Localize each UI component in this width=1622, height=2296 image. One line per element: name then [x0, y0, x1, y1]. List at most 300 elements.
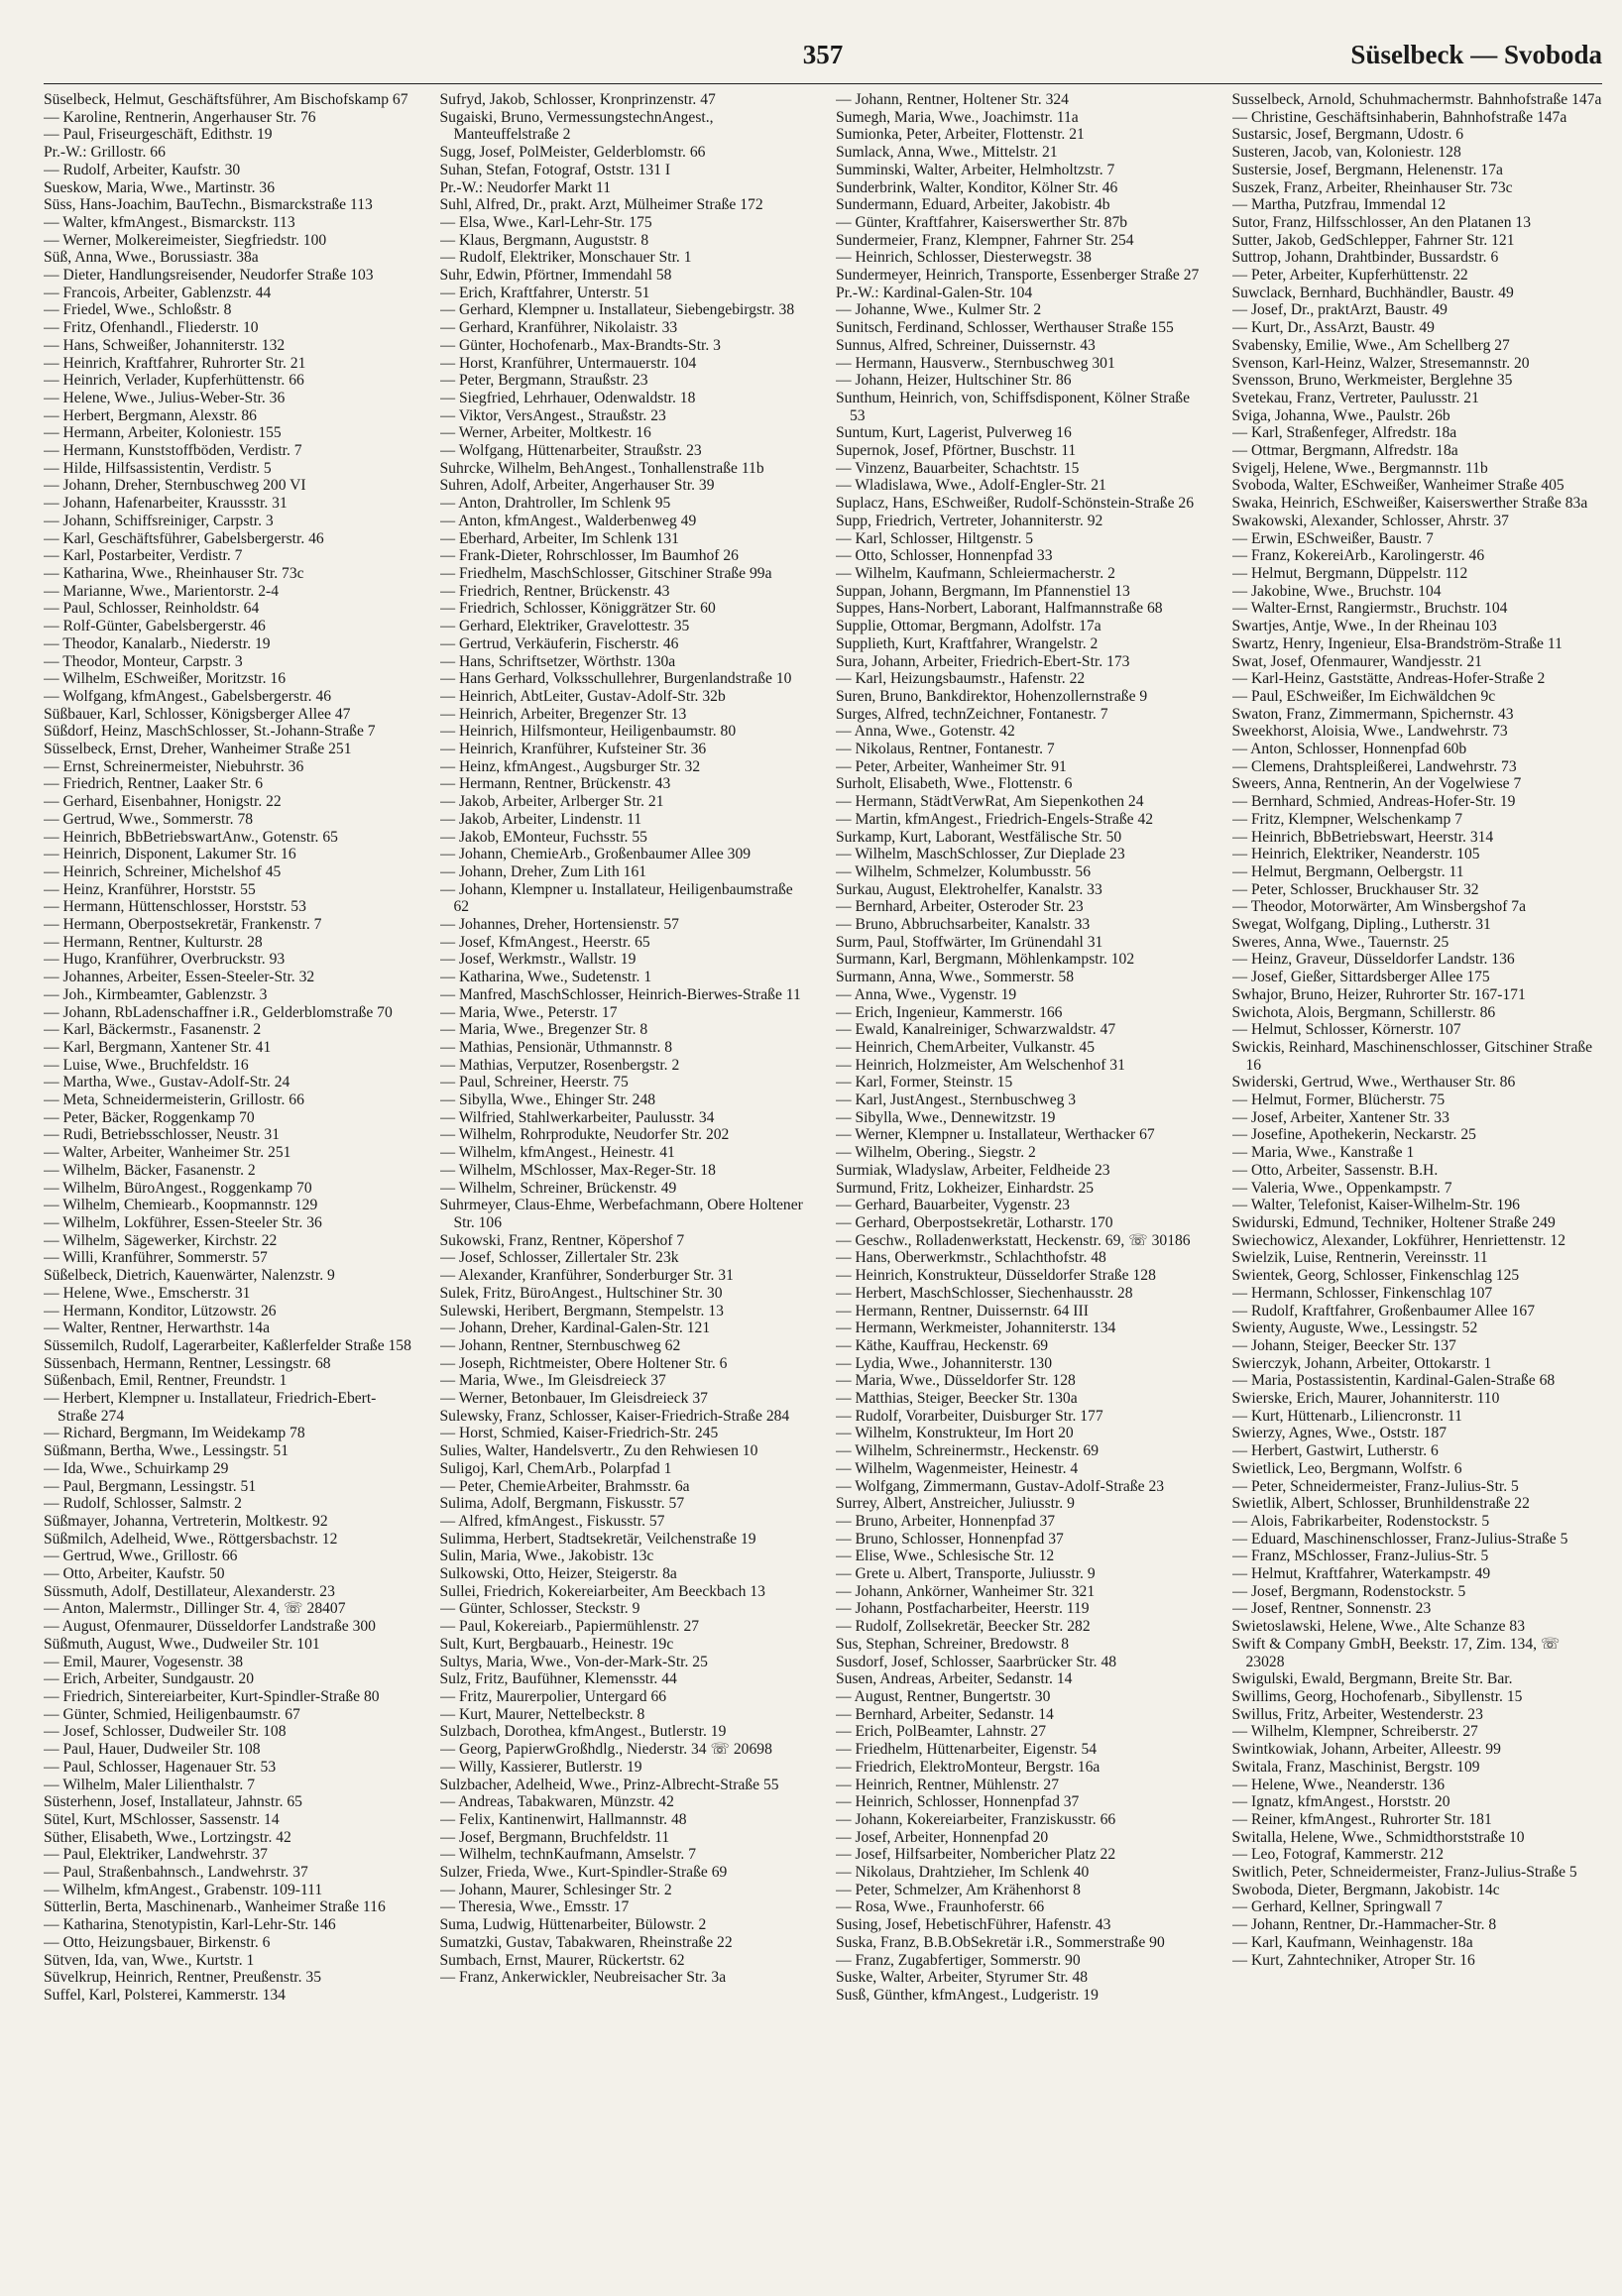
directory-entry: — Nikolaus, Rentner, Fontanestr. 7	[836, 741, 1055, 758]
directory-entry: — Wladislawa, Wwe., Adolf-Engler-Str. 21	[836, 477, 1106, 495]
directory-entry: Sweers, Anna, Rentnerin, An der Vogelwiese 7	[1231, 775, 1522, 793]
directory-entry: — Fritz, Maurerpolier, Untergard 66	[439, 1687, 667, 1705]
directory-entry: Swielzik, Luise, Rentnerin, Vereinsstr. 11	[1231, 1249, 1488, 1267]
directory-entry: — Karl, Schlosser, Hiltgenstr. 5	[836, 529, 1034, 547]
directory-entry: Svabensky, Emilie, Wwe., Am Schellberg 27	[1231, 336, 1510, 354]
directory-entry: — Heinz, kfmAngest., Augsburger Str. 32	[439, 757, 701, 775]
directory-entry: — Friedhelm, MaschSchlosser, Gitschiner Straße 99a	[439, 564, 772, 582]
directory-entry: — Josef, Arbeiter, Xantener Str. 33	[1231, 1108, 1449, 1126]
directory-entry: Suplacz, Hans, ESchweißer, Rudolf-Schönstein-Straße 26	[836, 495, 1194, 513]
directory-entry: — Hans, Schriftsetzer, Wörthstr. 130a	[439, 652, 676, 670]
directory-entry: — Johann, Klempner u. Installateur, Heiligenbaumstraße 62	[439, 880, 793, 916]
column-3	[836, 91, 1207, 2282]
directory-entry: — Paul, ESchweißer, Im Eichwäldchen 9c	[1231, 687, 1496, 705]
directory-entry: — Friedrich, Rentner, Brückenstr. 43	[439, 582, 670, 600]
directory-entry: — Luise, Wwe., Bruchfeldstr. 16	[44, 1056, 249, 1074]
directory-entry: — Heinrich, Disponent, Lakumer Str. 16	[44, 846, 296, 863]
directory-entry: Swickis, Reinhard, Maschinenschlosser, Gitschiner Straße 16	[1231, 1038, 1593, 1074]
directory-entry: — Werner, Klempner u. Installateur, Werthacker 67	[836, 1126, 1155, 1144]
directory-entry: — Wilhelm, Lokführer, Essen-Steeler Str. 36	[44, 1214, 322, 1231]
directory-entry: — Walter, Telefonist, Kaiser-Wilhelm-Str. 196	[1231, 1197, 1520, 1214]
directory-entry: Sulz, Fritz, Baufühner, Klemensstr. 44	[439, 1670, 677, 1688]
directory-entry: Surges, Alfred, technZeichner, Fontanestr. 7	[836, 705, 1108, 723]
directory-entry: — Wilhelm, Rohrprodukte, Neudorfer Str. 202	[439, 1126, 730, 1144]
directory-entry: Swichota, Alois, Bergmann, Schillerstr. 86	[1231, 1003, 1496, 1021]
directory-entry: — Siegfried, Lehrhauer, Odenwaldstr. 18	[439, 389, 696, 406]
directory-entry: Süssenbach, Hermann, Rentner, Lessingstr. 68	[44, 1354, 331, 1372]
directory-entry: Süvelkrup, Heinrich, Rentner, Preußenstr. 35	[44, 1969, 322, 1987]
directory-entry: — Karl, Bergmann, Xantener Str. 41	[44, 1038, 272, 1056]
directory-entry: Supplieth, Kurt, Kraftfahrer, Wrangelstr. 2	[836, 634, 1099, 652]
directory-entry: Süßelbeck, Dietrich, Kauenwärter, Nalenzstr. 9	[44, 1267, 335, 1285]
directory-entry: Sullei, Friedrich, Kokereiarbeiter, Am Beeckbach 13	[439, 1582, 765, 1600]
directory-entry: — Gerhard, Bauarbeiter, Vygenstr. 23	[836, 1197, 1070, 1214]
directory-entry: Süselbeck, Helmut, Geschäftsführer, Am Bischofskamp 67	[44, 91, 408, 108]
directory-entry: — Bernhard, Arbeiter, Sedanstr. 14	[836, 1705, 1054, 1723]
directory-entry: — Rudolf, Zollsekretär, Beecker Str. 282	[836, 1618, 1091, 1636]
directory-entry: — Vinzenz, Bauarbeiter, Schachtstr. 15	[836, 459, 1080, 477]
directory-entry: — Gerhard, Kellner, Springwall 7	[1231, 1898, 1443, 1916]
directory-entry: Suhrcke, Wilhelm, BehAngest., Tonhallenstraße 11b	[439, 459, 764, 477]
directory-entry: — Günter, Kraftfahrer, Kaiserswerther Str. 87b	[836, 213, 1128, 231]
directory-entry: — Paul, Schlosser, Reinholdstr. 64	[44, 600, 260, 618]
directory-entry: — Günter, Schlosser, Steckstr. 9	[439, 1600, 640, 1618]
directory-entry: Sumbach, Ernst, Maurer, Rückertstr. 62	[439, 1951, 685, 1969]
directory-entry: Suntum, Kurt, Lagerist, Pulverweg 16	[836, 424, 1072, 442]
directory-entry: — Karl, JustAngest., Sternbuschweg 3	[836, 1091, 1077, 1109]
directory-entry: Sultys, Maria, Wwe., Von-der-Mark-Str. 25	[439, 1653, 708, 1670]
directory-entry: Svensson, Bruno, Werkmeister, Berglehne 35	[1231, 372, 1513, 390]
directory-entry: — Josef, Bergmann, Bruchfeldstr. 11	[439, 1828, 670, 1846]
directory-entry: — Wilhelm, Bäcker, Fasanenstr. 2	[44, 1161, 256, 1179]
directory-entry: Supernok, Josef, Pförtner, Buschstr. 11	[836, 442, 1077, 460]
directory-entry: — Eduard, Maschinenschlosser, Franz-Julius-Straße 5	[1231, 1530, 1568, 1548]
directory-entry: Swegat, Wolfgang, Dipling., Lutherstr. 31	[1231, 916, 1491, 934]
directory-entry: — Wilfried, Stahlwerkarbeiter, Paulusstr. 34	[439, 1108, 715, 1126]
directory-entry: — Christine, Geschäftsinhaberin, Bahnhofstraße 147a	[1231, 108, 1567, 126]
directory-entry: Sunnus, Alfred, Schreiner, Duissernstr. 43	[836, 336, 1096, 354]
directory-entry: — Günter, Schmied, Heiligenbaumstr. 67	[44, 1705, 300, 1723]
directory-entry: — Manfred, MaschSchlosser, Heinrich-Bierwes-Straße 11	[439, 985, 801, 1003]
directory-entry: Svenson, Karl-Heinz, Walzer, Stresemannstr. 20	[1231, 354, 1530, 372]
directory-entry: — Viktor, VersAngest., Straußstr. 23	[439, 406, 666, 424]
column-1	[44, 91, 414, 2282]
directory-entry: — Alois, Fabrikarbeiter, Rodenstockstr. 5	[1231, 1512, 1490, 1530]
directory-entry: Sulin, Maria, Wwe., Jakobistr. 13c	[439, 1548, 654, 1565]
directory-entry: — Heinrich, Hilfsmonteur, Heiligenbaumstr. 80	[439, 723, 737, 741]
directory-entry: Suhr, Edwin, Pförtner, Immendahl 58	[439, 267, 672, 285]
directory-entry: — Wilhelm, kfmAngest., Grabenstr. 109-111	[44, 1881, 323, 1898]
directory-entry: — Leo, Fotograf, Kammerstr. 212	[1231, 1846, 1445, 1864]
directory-entry: — Erich, Ingenieur, Kammerstr. 166	[836, 1003, 1063, 1021]
directory-entry: Swartz, Henry, Ingenieur, Elsa-Brandström-Straße 11	[1231, 634, 1563, 652]
running-head: Süselbeck — Svoboda	[1350, 40, 1602, 69]
directory-entry: — Josef, Hilfsarbeiter, Nombericher Platz 22	[836, 1846, 1116, 1864]
directory-entry: — Fritz, Ofenhandl., Fliederstr. 10	[44, 319, 259, 337]
directory-entry: Swakowski, Alexander, Schlosser, Ahrstr. 37	[1231, 512, 1509, 529]
directory-entry: — Hermann, Konditor, Lützowstr. 26	[44, 1302, 277, 1320]
directory-entry: — Lydia, Wwe., Johanniterstr. 130	[836, 1354, 1052, 1372]
directory-entry: Swietlik, Albert, Schlosser, Brunhildenstraße 22	[1231, 1495, 1530, 1513]
directory-entry: — Willy, Kassierer, Butlerstr. 19	[439, 1758, 642, 1776]
directory-entry: — Theodor, Kanalarb., Niederstr. 19	[44, 634, 271, 652]
directory-entry: — Werner, Betonbauer, Im Gleisdreieck 37	[439, 1390, 708, 1408]
directory-entry: Swillims, Georg, Hochofenarb., Sibyllenstr. 15	[1231, 1687, 1523, 1705]
directory-entry: — Maria, Wwe., Bregenzer Str. 8	[439, 1021, 648, 1039]
directory-entry: Surholt, Elisabeth, Wwe., Flottenstr. 6	[836, 775, 1073, 793]
directory-entry: Sulzbach, Dorothea, kfmAngest., Butlerstr. 19	[439, 1723, 727, 1741]
directory-entry: — Walter, Arbeiter, Wanheimer Str. 251	[44, 1144, 291, 1162]
directory-entry: — Franz, MSchlosser, Franz-Julius-Str. 5	[1231, 1548, 1489, 1565]
directory-entry: Sunderbrink, Walter, Konditor, Kölner Str. 46	[836, 178, 1118, 196]
directory-entry: Sundermann, Eduard, Arbeiter, Jakobistr. 4b	[836, 196, 1110, 214]
directory-entry: — Karl, Straßenfeger, Alfredstr. 18a	[1231, 424, 1457, 442]
directory-entry: Swoboda, Dieter, Bergmann, Jakobistr. 14c	[1231, 1881, 1500, 1898]
directory-columns	[44, 91, 1602, 2282]
directory-entry: — Valeria, Wwe., Oppenkampstr. 7	[1231, 1179, 1452, 1197]
directory-entry: — Hermann, Kunststoffböden, Verdistr. 7	[44, 442, 302, 460]
directory-entry: — Bruno, Arbeiter, Honnenpfad 37	[836, 1512, 1056, 1530]
directory-entry: — Johann, Rentner, Dr.-Hammacher-Str. 8	[1231, 1916, 1497, 1934]
directory-entry: — Helmut, Schlosser, Körnerstr. 107	[1231, 1021, 1461, 1039]
directory-entry: — Wolfgang, kfmAngest., Gabelsbergerstr. 46	[44, 687, 332, 705]
directory-entry: — Wilhelm, BüroAngest., Roggenkamp 70	[44, 1179, 312, 1197]
directory-entry: — Hans Gerhard, Volksschullehrer, Burgenlandstraße 10	[439, 670, 792, 688]
directory-entry: Swillus, Fritz, Arbeiter, Westenderstr. 23	[1231, 1705, 1483, 1723]
directory-entry: — Johannes, Dreher, Hortensienstr. 57	[439, 916, 679, 934]
directory-entry: Sumlack, Anna, Wwe., Mittelstr. 21	[836, 144, 1058, 162]
directory-entry: Sugg, Josef, PolMeister, Gelderblomstr. 66	[439, 144, 706, 162]
directory-entry: — Paul, Straßenbahnsch., Landwehrstr. 37	[44, 1864, 308, 1882]
directory-entry: — Bernhard, Arbeiter, Osteroder Str. 23	[836, 898, 1084, 916]
directory-entry: — Helmut, Bergmann, Oelbergstr. 11	[1231, 862, 1464, 880]
directory-entry: — Peter, Schmelzer, Am Krähenhorst 8	[836, 1881, 1081, 1898]
directory-entry: Sufryd, Jakob, Schlosser, Kronprinzenstr. 47	[439, 91, 716, 108]
directory-entry: — Mathias, Pensionär, Uthmannstr. 8	[439, 1038, 673, 1056]
directory-entry: — Heinrich, Verlader, Kupferhüttenstr. 66	[44, 372, 304, 390]
directory-entry: — Horst, Schmied, Kaiser-Friedrich-Str. 245	[439, 1425, 719, 1442]
directory-entry: Sulkowski, Otto, Heizer, Steigerstr. 8a	[439, 1565, 677, 1583]
directory-entry: Surmann, Karl, Bergmann, Möhlenkampstr. 102	[836, 951, 1135, 969]
directory-entry: — Wolfgang, Hüttenarbeiter, Straußstr. 23	[439, 442, 702, 460]
directory-entry: — Emil, Maurer, Vogesenstr. 38	[44, 1653, 244, 1670]
directory-entry: — Wilhelm, MaschSchlosser, Zur Dieplade 23	[836, 846, 1125, 863]
directory-entry: Pr.-W.: Grillostr. 66	[44, 144, 166, 162]
directory-entry: — Wilhelm, technKaufmann, Amselstr. 7	[439, 1846, 697, 1864]
directory-entry: Swietlick, Leo, Bergmann, Wolfstr. 6	[1231, 1459, 1462, 1477]
directory-entry: — Gertrud, Verkäuferin, Fischerstr. 46	[439, 634, 679, 652]
directory-entry: — Dieter, Handlungsreisender, Neudorfer Straße 103	[44, 267, 374, 285]
directory-entry: — Karl, Postarbeiter, Verdistr. 7	[44, 547, 243, 565]
directory-entry: Sundermeyer, Heinrich, Transporte, Essenberger Straße 27	[836, 267, 1200, 285]
directory-entry: — Andreas, Tabakwaren, Münzstr. 42	[439, 1793, 674, 1811]
directory-entry: Sura, Johann, Arbeiter, Friedrich-Ebert-Str. 173	[836, 652, 1130, 670]
directory-entry: Svigelj, Helene, Wwe., Bergmannstr. 11b	[1231, 459, 1488, 477]
column-4	[1232, 91, 1603, 2282]
directory-entry: — Karl, Kaufmann, Weinhagenstr. 18a	[1231, 1933, 1473, 1951]
directory-entry: — Elsa, Wwe., Karl-Lehr-Str. 175	[439, 213, 652, 231]
page-number: 357	[802, 40, 844, 69]
directory-entry: — Heinz, Graveur, Düsseldorfer Landstr. 136	[1231, 951, 1515, 969]
directory-entry: — Richard, Bergmann, Im Weidekamp 78	[44, 1425, 305, 1442]
directory-entry: — Clemens, Drahtspleißerei, Landwehrstr. 73	[1231, 757, 1517, 775]
directory-entry: — August, Ofenmaurer, Düsseldorfer Landstraße 300	[44, 1618, 376, 1636]
directory-entry: Swierzy, Agnes, Wwe., Oststr. 187	[1231, 1425, 1448, 1442]
directory-entry: Süßmayer, Johanna, Vertreterin, Moltkestr. 92	[44, 1512, 328, 1530]
directory-entry: — Rudolf, Arbeiter, Kaufstr. 30	[44, 161, 241, 178]
directory-entry: Suska, Franz, B.B.ObSekretär i.R., Sommerstraße 90	[836, 1933, 1165, 1951]
directory-entry: — Frank-Dieter, Rohrschlosser, Im Baumhof 26	[439, 547, 739, 565]
directory-entry: Sueskow, Maria, Wwe., Martinstr. 36	[44, 178, 276, 196]
directory-entry: — Heinrich, Schlosser, Diesterwegstr. 38	[836, 249, 1092, 267]
directory-entry: — Karl-Heinz, Gaststätte, Andreas-Hofer-Straße 2	[1231, 670, 1546, 688]
directory-entry: — Joh., Kirmbeamter, Gablenzstr. 3	[44, 985, 268, 1003]
directory-entry: Swierczyk, Johann, Arbeiter, Ottokarstr. 1	[1231, 1354, 1492, 1372]
directory-entry: — Grete u. Albert, Transporte, Juliusstr. 9	[836, 1565, 1096, 1583]
directory-entry: Susteren, Jacob, van, Koloniestr. 128	[1231, 144, 1461, 162]
directory-entry: Swiderski, Gertrud, Wwe., Werthauser Str. 86	[1231, 1074, 1516, 1091]
directory-entry: — Helmut, Kraftfahrer, Waterkampstr. 49	[1231, 1565, 1491, 1583]
directory-entry: — Hans, Oberwerkmstr., Schlachthofstr. 48	[836, 1249, 1106, 1267]
directory-entry: — Josef, Gießer, Sittardsberger Allee 175	[1231, 969, 1490, 986]
directory-entry: — Rudolf, Kraftfahrer, Großenbaumer Allee 167	[1231, 1302, 1536, 1320]
directory-entry: — Katharina, Wwe., Sudetenstr. 1	[439, 969, 652, 986]
directory-entry: — Josef, Schlosser, Zillertaler Str. 23k	[439, 1249, 679, 1267]
directory-entry: — Geschw., Rolladenwerkstatt, Heckenstr. 69, ☏ 30186	[836, 1231, 1191, 1249]
directory-entry: — Otto, Schlosser, Honnenpfad 33	[836, 547, 1053, 565]
directory-entry: Süßbauer, Karl, Schlosser, Königsberger Allee 47	[44, 705, 351, 723]
directory-entry: — Gerhard, Eisenbahner, Honigstr. 22	[44, 793, 282, 811]
directory-entry: Swaka, Heinrich, ESchweißer, Kaiserswerther Straße 83a	[1231, 495, 1588, 513]
directory-entry: — Peter, Bergmann, Straußstr. 23	[439, 372, 648, 390]
directory-entry: Swiechowicz, Alexander, Lokführer, Henriettenstr. 12	[1231, 1231, 1566, 1249]
directory-entry: — Heinrich, Kranführer, Kufsteiner Str. 36	[439, 741, 707, 758]
directory-entry: — Hermann, Rentner, Brückenstr. 43	[439, 775, 671, 793]
directory-entry: Swidurski, Edmund, Techniker, Holtener Straße 249	[1231, 1214, 1556, 1231]
directory-entry: — Friedrich, Rentner, Laaker Str. 6	[44, 775, 264, 793]
header-rule	[44, 83, 1602, 84]
directory-entry: Swaton, Franz, Zimmermann, Spichernstr. 43	[1231, 705, 1514, 723]
directory-entry: Susselbeck, Arnold, Schuhmachermstr. Bahnhofstraße 147a	[1231, 91, 1602, 108]
directory-entry: — Heinrich, Arbeiter, Bregenzer Str. 13	[439, 705, 687, 723]
directory-entry: Süther, Elisabeth, Wwe., Lortzingstr. 42	[44, 1828, 291, 1846]
directory-entry: — Horst, Kranführer, Untermauerstr. 104	[439, 354, 697, 372]
directory-entry: Suppan, Johann, Bergmann, Im Pfannenstiel 13	[836, 582, 1130, 600]
directory-entry: Surkau, August, Elektrohelfer, Kanalstr. 33	[836, 880, 1102, 898]
directory-entry: — Johann, Rentner, Holtener Str. 324	[836, 91, 1069, 108]
directory-entry: Suhl, Alfred, Dr., prakt. Arzt, Mülheimer Straße 172	[439, 196, 763, 214]
directory-entry: — Kurt, Maurer, Nettelbeckstr. 8	[439, 1705, 645, 1723]
directory-entry: — Heinrich, Konstrukteur, Düsseldorfer Straße 128	[836, 1267, 1156, 1285]
directory-entry: — Kurt, Zahntechniker, Atroper Str. 16	[1231, 1951, 1475, 1969]
directory-entry: — Johann, Maurer, Schlesinger Str. 2	[439, 1881, 672, 1898]
directory-entry: — Hermann, Hüttenschlosser, Horststr. 53	[44, 898, 306, 916]
directory-entry: — Bernhard, Schmied, Andreas-Hofer-Str. 19	[1231, 793, 1516, 811]
directory-entry: Sulima, Adolf, Bergmann, Fiskusstr. 57	[439, 1495, 685, 1513]
directory-entry: — Georg, PapierwGroßhdlg., Niederstr. 34 ☏ 20698	[439, 1741, 772, 1759]
directory-entry: Suppes, Hans-Norbert, Laborant, Halfmannstraße 68	[836, 600, 1163, 618]
directory-entry: — Paul, Friseurgeschäft, Edithstr. 19	[44, 126, 273, 144]
directory-entry: — Meta, Schneidermeisterin, Grillostr. 66	[44, 1091, 304, 1109]
directory-entry: — Wilhelm, Wagenmeister, Heinestr. 4	[836, 1459, 1079, 1477]
directory-entry: — Heinrich, BbBetriebswart, Heerstr. 314	[1231, 828, 1494, 846]
directory-entry: Sulzbacher, Adelheid, Wwe., Prinz-Albrecht-Straße 55	[439, 1776, 779, 1793]
directory-entry: — Josef, Rentner, Sonnenstr. 23	[1231, 1600, 1432, 1618]
directory-entry: — Theodor, Monteur, Carpstr. 3	[44, 652, 243, 670]
directory-entry: — Katharina, Stenotypistin, Karl-Lehr-Str. 146	[44, 1916, 336, 1934]
directory-entry: — Gertrud, Wwe., Sommerstr. 78	[44, 810, 254, 828]
directory-entry: Suligoj, Karl, ChemArb., Polarpfad 1	[439, 1459, 672, 1477]
directory-entry: — Maria, Wwe., Peterstr. 17	[439, 1003, 618, 1021]
directory-entry: Switlich, Peter, Schneidermeister, Franz-Julius-Straße 5	[1231, 1864, 1577, 1882]
column-2	[440, 91, 811, 2282]
directory-entry: Surmann, Anna, Wwe., Sommerstr. 58	[836, 969, 1075, 986]
directory-entry: — Erich, Kraftfahrer, Unterstr. 51	[439, 284, 650, 301]
directory-entry: — Ernst, Schreinermeister, Niebuhrstr. 36	[44, 757, 304, 775]
directory-entry: — Martha, Putzfrau, Immendal 12	[1231, 196, 1447, 214]
directory-entry: — Hilde, Hilfsassistentin, Verdistr. 5	[44, 459, 272, 477]
directory-entry: Suwclack, Bernhard, Buchhändler, Baustr. 49	[1231, 284, 1514, 301]
directory-entry: — Josef, Werkmstr., Wallstr. 19	[439, 951, 637, 969]
directory-entry: Sugaiski, Bruno, VermessungstechnAngest., Manteuffelstraße 2	[439, 108, 714, 144]
directory-entry: Sult, Kurt, Bergbauarb., Heinestr. 19c	[439, 1635, 674, 1653]
directory-entry: — Johann, ChemieArb., Großenbaumer Allee 309	[439, 846, 752, 863]
directory-entry: — Werner, Arbeiter, Moltkestr. 16	[439, 424, 651, 442]
directory-entry: — Wilhelm, Konstrukteur, Im Hort 20	[836, 1425, 1074, 1442]
directory-entry: — Johann, Ankörner, Wanheimer Str. 321	[836, 1582, 1096, 1600]
directory-entry: — Hermann, Hausverw., Sternbuschweg 301	[836, 354, 1115, 372]
directory-entry: Sutor, Franz, Hilfsschlosser, An den Platanen 13	[1231, 213, 1531, 231]
directory-entry: — Werner, Molkereimeister, Siegfriedstr. 100	[44, 231, 327, 249]
directory-entry: — Karl, Geschäftsführer, Gabelsbergerstr. 46	[44, 529, 324, 547]
directory-entry: — Peter, ChemieArbeiter, Brahmsstr. 6a	[439, 1477, 690, 1495]
directory-entry: — Helene, Wwe., Emscherstr. 31	[44, 1284, 251, 1302]
directory-entry: — Paul, Schreiner, Heerstr. 75	[439, 1074, 629, 1091]
directory-entry: — Walter, Rentner, Herwarthstr. 14a	[44, 1320, 271, 1337]
directory-entry: Süssemilch, Rudolf, Lagerarbeiter, Kaßlerfelder Straße 158	[44, 1336, 411, 1354]
directory-entry: — Klaus, Bergmann, Auguststr. 8	[439, 231, 649, 249]
directory-entry: — Ida, Wwe., Schuirkamp 29	[44, 1459, 229, 1477]
directory-entry: — Peter, Arbeiter, Kupferhüttenstr. 22	[1231, 267, 1468, 285]
directory-entry: — Friedhelm, Hüttenarbeiter, Eigenstr. 54	[836, 1741, 1098, 1759]
directory-entry: — Heinrich, Schreiner, Michelshof 45	[44, 862, 282, 880]
directory-entry: Switalla, Helene, Wwe., Schmidthorststraße 10	[1231, 1828, 1525, 1846]
directory-entry: Sulewsky, Franz, Schlosser, Kaiser-Friedrich-Straße 284	[439, 1407, 790, 1425]
directory-entry: — Jakobine, Wwe., Bruchstr. 104	[1231, 582, 1442, 600]
directory-entry: Swigulski, Ewald, Bergmann, Breite Str. Bar.	[1231, 1670, 1513, 1688]
directory-entry: Süsterhenn, Josef, Installateur, Jahnstr. 65	[44, 1793, 302, 1811]
directory-entry: — Bruno, Abbruchsarbeiter, Kanalstr. 33	[836, 916, 1091, 934]
directory-entry: — Wilhelm, kfmAngest., Heinestr. 41	[439, 1144, 675, 1162]
directory-entry: Süss, Hans-Joachim, BauTechn., Bismarckstraße 113	[44, 196, 373, 214]
directory-entry: — Johann, Hafenarbeiter, Kraussstr. 31	[44, 495, 288, 513]
directory-entry: — Elise, Wwe., Schlesische Str. 12	[836, 1548, 1055, 1565]
directory-entry: Susen, Andreas, Arbeiter, Sedanstr. 14	[836, 1670, 1073, 1688]
directory-entry: Sukowski, Franz, Rentner, Köpershof 7	[439, 1231, 685, 1249]
directory-entry: — Hugo, Kranführer, Overbruckstr. 93	[44, 951, 286, 969]
directory-entry: — Käthe, Kauffrau, Heckenstr. 69	[836, 1336, 1049, 1354]
directory-entry: — Karoline, Rentnerin, Angerhauser Str. 76	[44, 108, 316, 126]
directory-entry: Sutter, Jakob, GedSchlepper, Fahrner Str. 121	[1231, 231, 1515, 249]
directory-entry: — Herbert, Gastwirt, Lutherstr. 6	[1231, 1442, 1439, 1460]
directory-entry: — Nikolaus, Drahtzieher, Im Schlenk 40	[836, 1864, 1090, 1882]
directory-entry: Süßmilch, Adelheid, Wwe., Röttgersbachstr. 12	[44, 1530, 338, 1548]
directory-entry: — Martin, kfmAngest., Friedrich-Engels-Straße 42	[836, 810, 1154, 828]
directory-entry: Suma, Ludwig, Hüttenarbeiter, Bülowstr. 2	[439, 1916, 707, 1934]
directory-entry: — Friedel, Wwe., Schloßstr. 8	[44, 301, 232, 319]
directory-entry: — Anton, Drahtroller, Im Schlenk 95	[439, 495, 671, 513]
directory-entry: — Wilhelm, Schreinermstr., Heckenstr. 69	[836, 1442, 1099, 1460]
directory-entry: Sunthum, Heinrich, von, Schiffsdisponent, Kölner Straße 53	[836, 389, 1191, 424]
directory-entry: — Peter, Schlosser, Bruckhauser Str. 32	[1231, 880, 1479, 898]
directory-entry: Sütven, Ida, van, Wwe., Kurtstr. 1	[44, 1951, 255, 1969]
directory-entry: — Jakob, EMonteur, Fuchsstr. 55	[439, 828, 647, 846]
directory-entry: — Günter, Hochofenarb., Max-Brandts-Str. 3	[439, 336, 721, 354]
directory-entry: Susing, Josef, HebetischFührer, Hafenstr. 43	[836, 1916, 1111, 1934]
directory-entry: Süssmuth, Adolf, Destillateur, Alexanderstr. 23	[44, 1582, 335, 1600]
directory-entry: — Hans, Schweißer, Johanniterstr. 132	[44, 336, 286, 354]
directory-entry: Suhren, Adolf, Arbeiter, Angerhauser Str. 39	[439, 477, 715, 495]
directory-entry: — Francois, Arbeiter, Gablenzstr. 44	[44, 284, 272, 301]
directory-entry: — Hermann, Rentner, Kulturstr. 28	[44, 933, 263, 951]
directory-entry: — Rudolf, Elektriker, Monschauer Str. 1	[439, 249, 692, 267]
directory-entry: Swartjes, Antje, Wwe., In der Rheinau 103	[1231, 618, 1497, 635]
directory-entry: — Anna, Wwe., Gotenstr. 42	[836, 723, 1015, 741]
directory-entry: — Heinrich, Kraftfahrer, Ruhrorter Str. 21	[44, 354, 306, 372]
directory-entry: — Anton, kfmAngest., Walderbenweg 49	[439, 512, 697, 529]
directory-entry: — Reiner, kfmAngest., Ruhrorter Str. 181	[1231, 1810, 1492, 1828]
directory-entry: — Rudi, Betriebsschlosser, Neustr. 31	[44, 1126, 281, 1144]
directory-entry: Sütel, Kurt, MSchlosser, Sassenstr. 14	[44, 1810, 280, 1828]
directory-entry: — Bruno, Schlosser, Honnenpfad 37	[836, 1530, 1064, 1548]
directory-entry: — Franz, KokereiArb., Karolingerstr. 46	[1231, 547, 1485, 565]
directory-entry: — Wilhelm, MSchlosser, Max-Reger-Str. 18	[439, 1161, 716, 1179]
directory-entry: — Johann, Heizer, Hultschiner Str. 86	[836, 372, 1072, 390]
directory-entry: — Friedrich, ElektroMonteur, Bergstr. 16a	[836, 1758, 1101, 1776]
directory-entry: — Kurt, Hüttenarb., Liliencronstr. 11	[1231, 1407, 1462, 1425]
directory-entry: Sweekhorst, Aloisia, Wwe., Landwehrstr. 73	[1231, 723, 1508, 741]
directory-entry: Summinski, Walter, Arbeiter, Helmholtzstr. 7	[836, 161, 1115, 178]
directory-entry: — Josef, Schlosser, Dudweiler Str. 108	[44, 1723, 287, 1741]
directory-entry: — Heinrich, AbtLeiter, Gustav-Adolf-Str. 32b	[439, 687, 726, 705]
directory-entry: — Johann, Kokereiarbeiter, Franziskusstr. 66	[836, 1810, 1116, 1828]
directory-entry: — Anna, Wwe., Vygenstr. 19	[836, 985, 1017, 1003]
directory-entry: — Mathias, Verputzer, Rosenbergstr. 2	[439, 1056, 680, 1074]
directory-entry: Sulimma, Herbert, Stadtsekretär, Veilchenstraße 19	[439, 1530, 756, 1548]
directory-entry: — Theodor, Motorwärter, Am Winsbergshof 7a	[1231, 898, 1527, 916]
directory-entry: — Helene, Wwe., Neanderstr. 136	[1231, 1776, 1445, 1793]
directory-entry: — Erich, Arbeiter, Sundgaustr. 20	[44, 1670, 255, 1688]
directory-entry: Swierske, Erich, Maurer, Johanniterstr. 110	[1231, 1390, 1500, 1408]
directory-entry: — Wilhelm, Maler Lilienthalstr. 7	[44, 1776, 256, 1793]
directory-entry: — Rosa, Wwe., Fraunhoferstr. 66	[836, 1898, 1045, 1916]
directory-entry: — Karl, Bäckermstr., Fasanenstr. 2	[44, 1021, 262, 1039]
directory-entry: — Wilhelm, Kaufmann, Schleiermacherstr. 2	[836, 564, 1115, 582]
directory-entry: — Maria, Wwe., Düsseldorfer Str. 128	[836, 1372, 1076, 1390]
directory-entry: Sumionka, Peter, Arbeiter, Flottenstr. 21	[836, 126, 1085, 144]
directory-entry: — Wilhelm, Sägewerker, Kirchstr. 22	[44, 1231, 278, 1249]
directory-entry: — Maria, Wwe., Kanstraße 1	[1231, 1144, 1415, 1162]
directory-entry: Süßenbach, Emil, Rentner, Freundstr. 1	[44, 1372, 288, 1390]
directory-entry: Süßmuth, August, Wwe., Dudweiler Str. 101	[44, 1635, 320, 1653]
directory-entry: — Karl, Former, Steinstr. 15	[836, 1074, 1013, 1091]
directory-entry: — Hermann, Schlosser, Finkenschlag 107	[1231, 1284, 1493, 1302]
directory-entry: — Hermann, StädtVerwRat, Am Siepenkothen 24	[836, 793, 1144, 811]
directory-entry: Surmiak, Wladyslaw, Arbeiter, Feldheide 23	[836, 1161, 1110, 1179]
directory-entry: — Karl, Heizungsbaumstr., Hafenstr. 22	[836, 670, 1086, 688]
directory-entry: — Anton, Schlosser, Honnenpfad 60b	[1231, 741, 1467, 758]
directory-entry: — Gerhard, Klempner u. Installateur, Siebengebirgstr. 38	[439, 301, 795, 319]
